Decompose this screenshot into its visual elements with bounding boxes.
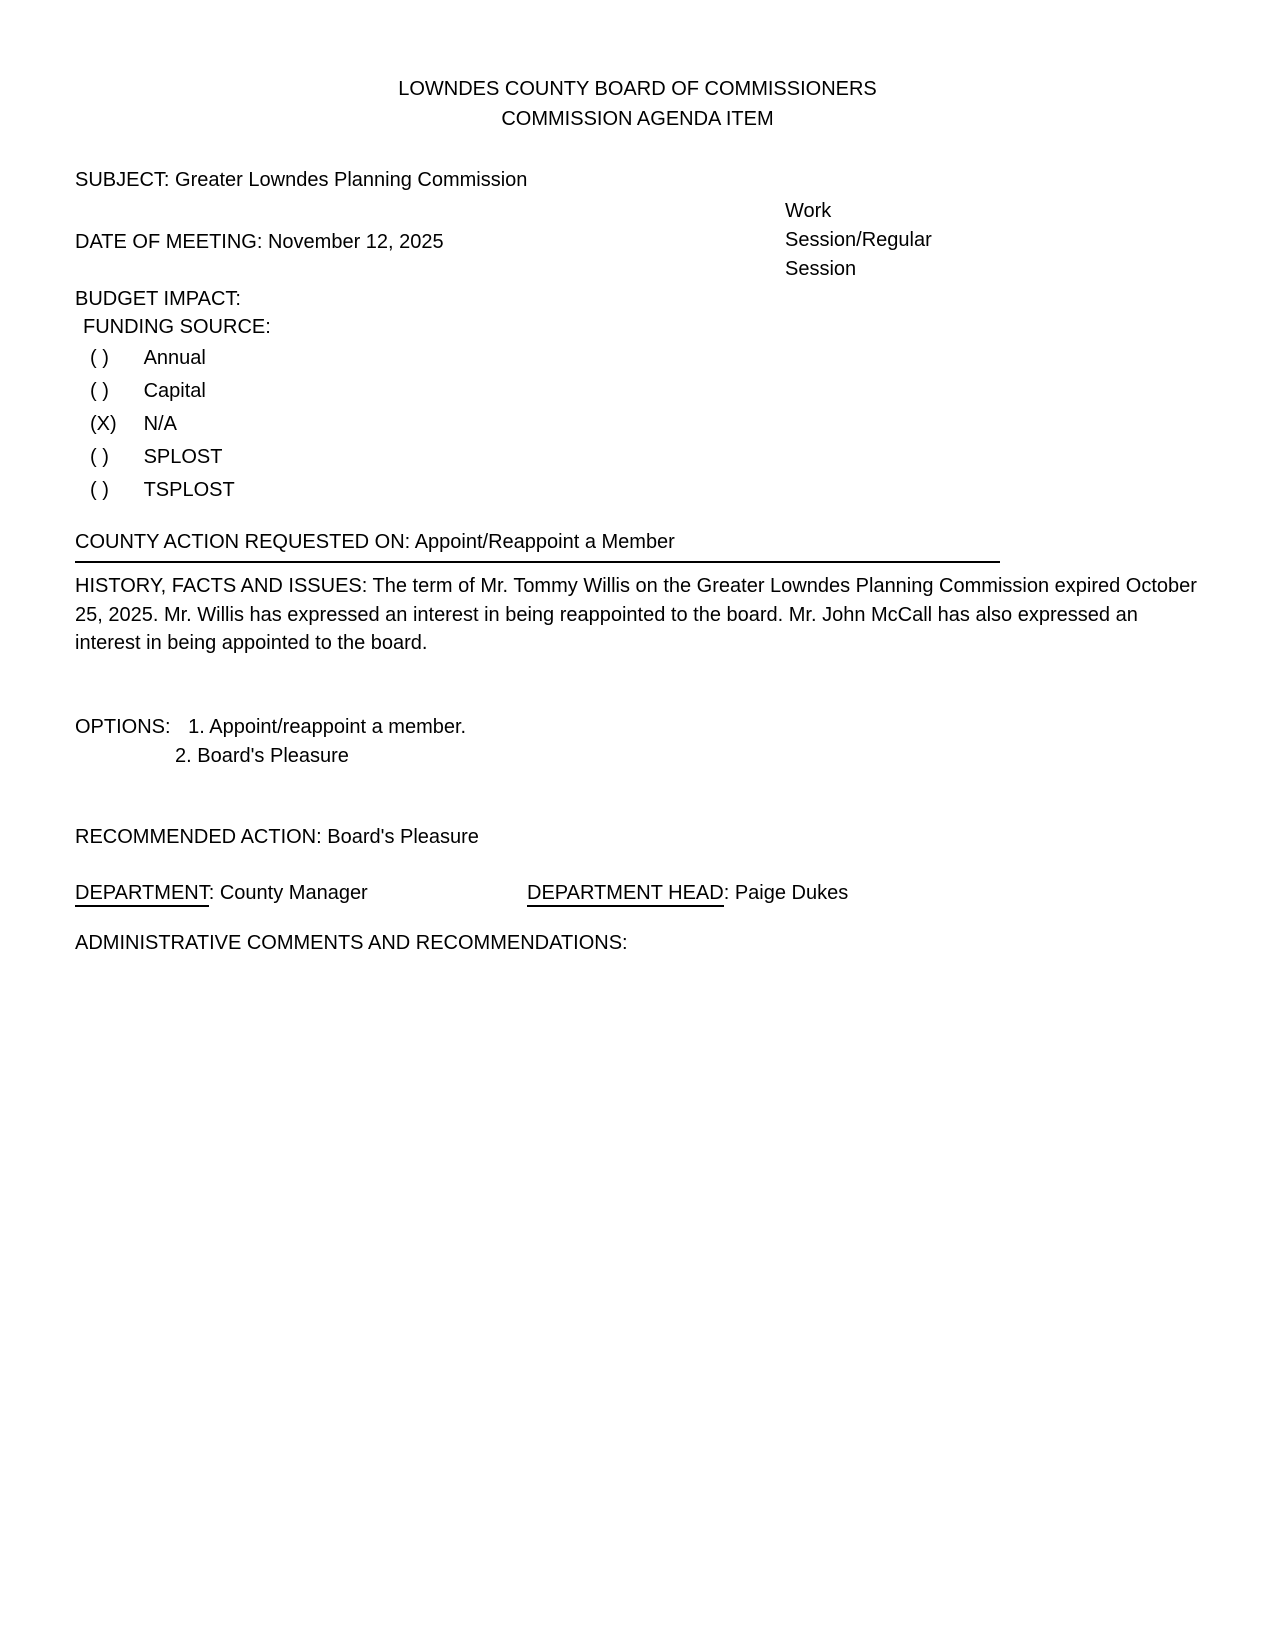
department-group: [75, 882, 368, 907]
funding-option-label: N/A: [143, 413, 177, 435]
history-label: HISTORY, FACTS AND ISSUES:: [75, 575, 368, 597]
funding-option-label: SPLOST: [143, 446, 223, 468]
funding-option-capital: [90, 377, 235, 405]
date-of-meeting-label: DATE OF MEETING:: [75, 231, 263, 253]
checkbox-capital: ( ): [90, 380, 109, 402]
department-head-value: Paige Dukes: [734, 882, 849, 904]
checkbox-annual: ( ): [90, 347, 109, 369]
funding-option-splost: [90, 443, 235, 471]
checkbox-splost: ( ): [90, 446, 109, 468]
department-head-colon: :: [723, 882, 730, 904]
funding-option-label: Capital: [143, 380, 206, 402]
funding-option-label: TSPLOST: [143, 479, 235, 501]
funding-option-annual: [90, 344, 235, 372]
options-line-1: [75, 713, 466, 741]
date-of-meeting-value: November 12, 2025: [267, 231, 444, 253]
subject-line: [75, 166, 735, 194]
subject-value: Greater Lowndes Planning Commission: [175, 169, 528, 191]
checkbox-tsplost: ( ): [90, 479, 109, 501]
funding-option-tsplost: [90, 476, 235, 504]
history-facts-issues: [75, 572, 1205, 658]
session-type: Work Session/Regular Session: [785, 200, 932, 280]
county-action-label: COUNTY ACTION REQUESTED ON:: [75, 531, 411, 553]
recommended-action-value: Board's Pleasure: [327, 826, 479, 848]
budget-impact-label: BUDGET IMPACT:: [75, 288, 241, 310]
subject-label: SUBJECT:: [75, 169, 170, 191]
funding-source-label: FUNDING SOURCE:: [83, 316, 271, 338]
title-line-1: LOWNDES COUNTY BOARD OF COMMISSIONERS: [398, 78, 877, 100]
recommended-action-line: [75, 823, 479, 851]
funding-option-label: Annual: [143, 347, 206, 369]
recommended-action-label: RECOMMENDED ACTION:: [75, 826, 322, 848]
department-line: [75, 879, 1205, 907]
checkbox-na-checked: (X): [90, 413, 117, 435]
option-item-2: 2. Board's Pleasure: [175, 745, 349, 767]
funding-source-list: [90, 344, 235, 509]
county-action-line: [75, 528, 1000, 563]
history-text: The term of Mr. Tommy Willis on the Greater Lowndes Planning Commission expired October 25, 2025. Mr. Willis has expressed an interest in being reappointed to the board. Mr. John McCall has also expressed an interest in being appointed to the board.: [75, 575, 1197, 654]
department-value: County Manager: [219, 882, 368, 904]
date-of-meeting-line: [75, 228, 735, 256]
title-line-2: COMMISSION AGENDA ITEM: [501, 108, 774, 130]
administrative-comments-label: ADMINISTRATIVE COMMENTS AND RECOMMENDATIONS:: [75, 932, 628, 954]
department-head-label: DEPARTMENT HEAD: [527, 882, 724, 907]
department-head-group: [527, 879, 848, 907]
department-colon: :: [208, 882, 215, 904]
option-item-1: 1. Appoint/reappoint a member.: [188, 716, 467, 738]
department-label: DEPARTMENT: [75, 882, 209, 907]
county-action-value: Appoint/Reappoint a Member: [414, 531, 675, 553]
document-title: [0, 74, 1275, 134]
funding-option-na: [90, 410, 235, 438]
options-label: OPTIONS:: [75, 716, 171, 738]
